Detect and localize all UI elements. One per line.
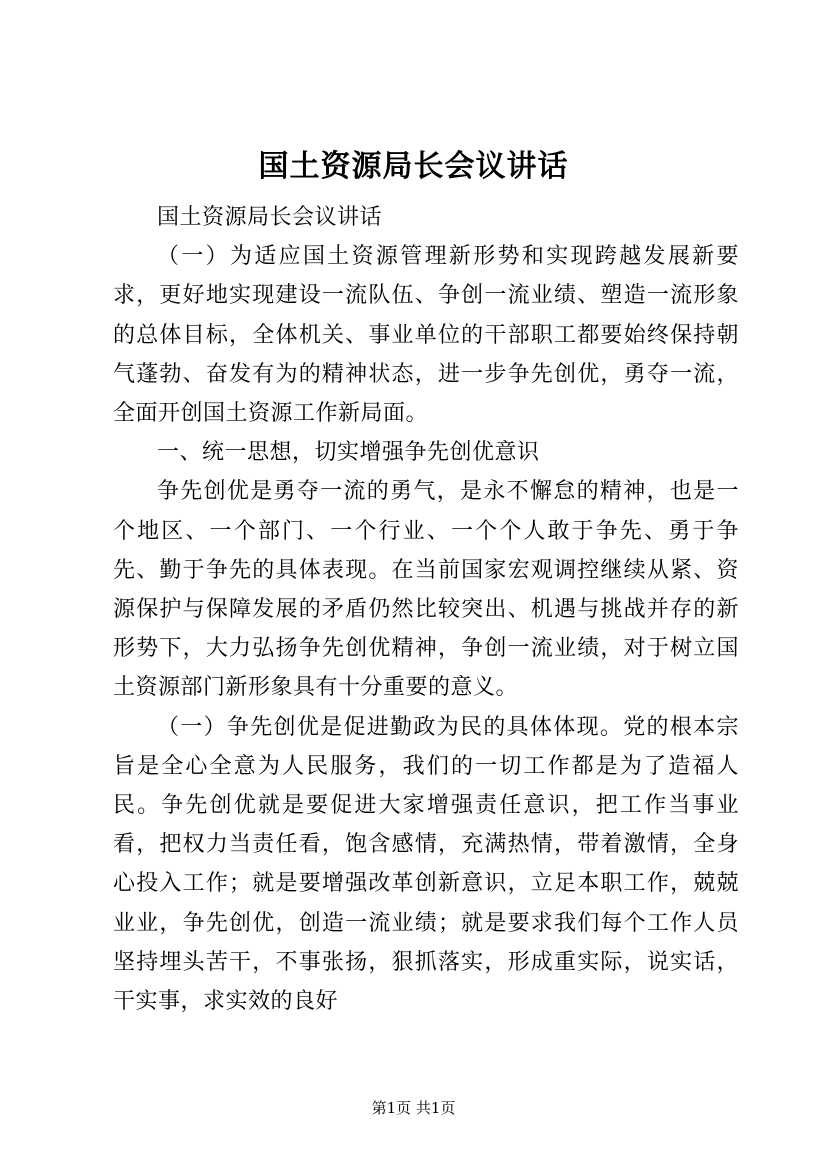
document-body [113, 198, 739, 1021]
document-title: 国土资源局长会议讲话 [258, 149, 569, 184]
section-heading: 一、统一思想，切实增强争先创优意识 [157, 440, 540, 466]
paragraph-intro: （一）为适应国土资源管理新形势和实现跨越发展新要求，更好地实现建设一流队伍、争创一流业绩、塑造一流形象的总体目标，全体机关、事业单位的干部职工都要始终保持朝气蓬勃、奋发有为的精神状态，进一步争先创优，勇夺一流，全面开创国土资源工作新局面。 [113, 244, 739, 427]
page-number-footer: 第1页 共1页 [371, 1099, 456, 1117]
paragraph-subsection: （一）争先创优是促进勤政为民的具体体现。党的根本宗旨是全心全意为人民服务，我们的一切工作都是为了造福人民。争先创优就是要促进大家增强责任意识，把工作当事业看，把权力当责任看，饱含感情，充满热情，带着激情，全身心投入工作；就是要增强改革创新意识，立足本职工作，兢兢业业，争先创优，创造一流业绩；就是要求我们每个工作人员坚持埋头苦干，不事张扬，狠抓落实，形成重实际，说实话，干实事，求实效的良好 [113, 714, 739, 1015]
paragraph-subtitle: 国土资源局长会议讲话 [157, 205, 383, 230]
paragraph-section-body: 争先创优是勇夺一流的勇气，是永不懈怠的精神，也是一个地区、一个部门、一个行业、一个个人敢于争先、勇于争先、勤于争先的具体表现。在当前国家宏观调控继续从紧、资源保护与保障发展的矛盾仍然比较突出、机遇与挑战并存的新形势下，大力弘扬争先创优精神，争创一流业绩，对于树立国土资源部门新形象具有十分重要的意义。 [113, 479, 739, 701]
